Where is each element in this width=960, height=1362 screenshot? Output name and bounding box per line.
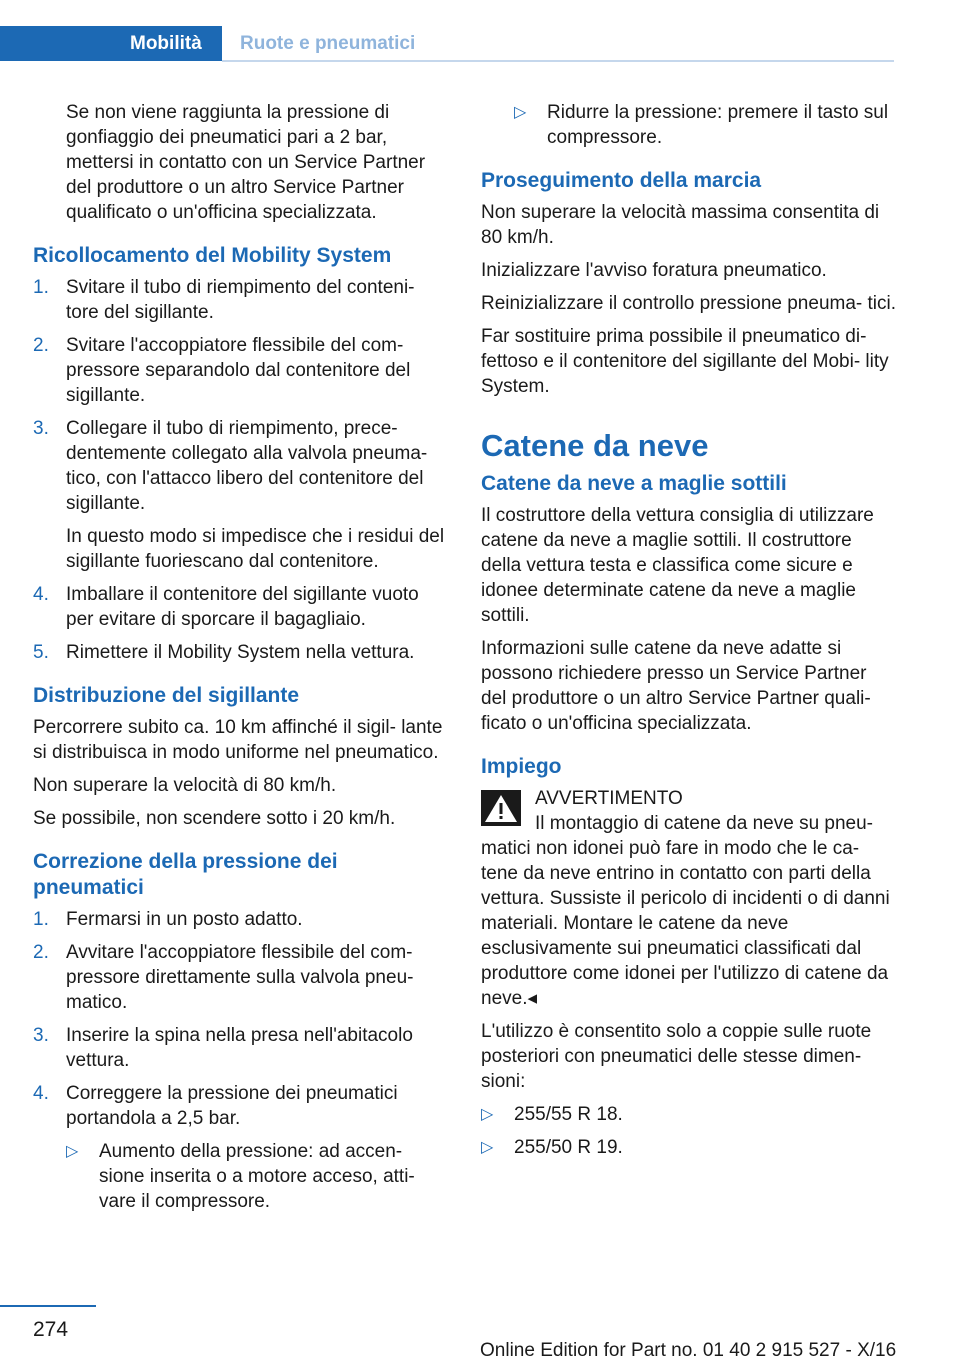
- list-item: [33, 416, 447, 574]
- triangle-bullet-icon: ▷: [66, 1143, 79, 1160]
- warning-triangle-icon: [481, 790, 521, 826]
- heading-ricollocamento: Ricollocamento del Mobility System: [33, 244, 392, 267]
- warning-first-line: Il montaggio di catene da neve su pneu-: [535, 813, 874, 834]
- right-column: [481, 100, 897, 1168]
- footer-divider: [0, 1305, 96, 1307]
- step-text: Svitare il tubo di riempimento del conteni- tore del sigillante.: [66, 277, 415, 323]
- list-item: [33, 940, 447, 1015]
- proseguimento-paragraph: Non superare la velocità massima consentita di 80 km/h.: [481, 202, 880, 248]
- step-text: Inserire la spina nella presa nell'abitacolo vettura.: [66, 1025, 413, 1071]
- intro-paragraph: Se non viene raggiunta la pressione di gonfiaggio dei pneumatici pari a 2 bar, mettersi in contatto con un Service Partner del produttore o un altro Service Partner qualificato o un'officina specializzata.: [66, 102, 426, 223]
- step-note: In questo modo si impedisce che i residui del sigillante fuoriescano dal contenitore.: [66, 526, 445, 572]
- list-item: [481, 1102, 897, 1127]
- heading-correzione: Correzione della pressione dei pneumatici: [33, 850, 338, 899]
- step-number: 5.: [33, 642, 49, 663]
- heading-distribuzione: Distribuzione del sigillante: [33, 684, 300, 707]
- header-tab-mobilita: Mobilità: [0, 26, 222, 61]
- bullet-text: Aumento della pressione: ad accen- sione inserita o a motore acceso, atti- vare il compressore.: [99, 1141, 415, 1212]
- proseguimento-paragraph: Inizializzare l'avviso foratura pneumatico.: [481, 260, 827, 281]
- step-text: Imballare il contenitore del sigillante vuoto per evitare di sporcare il bagagliaio.: [66, 584, 419, 630]
- step-text: Avvitare l'accoppiatore flessibile del com- pressore direttamente sulla valvola pneu- matico.: [66, 942, 414, 1013]
- step-number: 2.: [33, 942, 49, 963]
- ricollocamento-steps: [33, 275, 447, 665]
- list-item: [33, 907, 447, 932]
- proseguimento-paragraph: Reinizializzare il controllo pressione pneuma- tici.: [481, 293, 897, 314]
- step-number: 1.: [33, 277, 49, 298]
- triangle-bullet-icon: ▷: [481, 1139, 494, 1156]
- triangle-bullet-icon: ▷: [481, 1106, 494, 1123]
- bullet-text: Ridurre la pressione: premere il tasto sul compressore.: [547, 102, 889, 148]
- warning-block: [481, 786, 897, 1011]
- page-header: [0, 0, 960, 62]
- impiego-paragraph: L'utilizzo è consentito solo a coppie sulle ruote posteriori con pneumatici delle stesse dimen- sioni:: [481, 1021, 872, 1092]
- correzione-steps: [33, 907, 447, 1214]
- step-number: 4.: [33, 1083, 49, 1104]
- step-text: Fermarsi in un posto adatto.: [66, 909, 303, 930]
- heading-proseguimento: Proseguimento della marcia: [481, 169, 762, 192]
- tyre-size: 255/55 R 18.: [514, 1104, 623, 1125]
- warning-text: matici non idonei può fare in modo che le ca- tene da neve entrino in contatto con parti della vettura. Sussiste il pericolo di incidenti o di danni materiali. Montare le catene da neve esclusivamente sui pneumatici classificati dal produttore come idonei per l'utilizzo di catene da neve.◂: [481, 838, 890, 1009]
- list-item: [481, 100, 897, 150]
- step-number: 3.: [33, 418, 49, 439]
- sub-bullet-list: [481, 100, 897, 150]
- step-number: 3.: [33, 1025, 49, 1046]
- list-item: [481, 1135, 897, 1160]
- page-number: 274: [33, 1318, 69, 1341]
- step-text: Rimettere il Mobility System nella vettura.: [66, 642, 415, 663]
- list-item: [33, 275, 447, 325]
- proseguimento-paragraph: Far sostituire prima possibile il pneumatico di- fettoso e il contenitore del sigillante del Mobi- lity System.: [481, 326, 889, 397]
- warning-title: AVVERTIMENTO: [535, 788, 683, 809]
- heading-catene-da-neve: Catene da neve: [481, 428, 709, 463]
- maglie-paragraph: Il costruttore della vettura consiglia di utilizzare catene da neve a maglie sottili. Il costruttore della vettura testa e classifica come sicure e idonee determinate catene da neve a maglie sottili.: [481, 505, 874, 626]
- step-number: 2.: [33, 335, 49, 356]
- step-text: Correggere la pressione dei pneumatici portandola a 2,5 bar.: [66, 1083, 398, 1129]
- step-text: Collegare il tubo di riempimento, prece- dentemente collegato alla valvola pneuma- tico, con l'attacco libero del contenitore del sigillante.: [66, 418, 428, 514]
- step-number: 4.: [33, 584, 49, 605]
- triangle-bullet-icon: ▷: [514, 104, 527, 121]
- distribuzione-paragraph: Percorrere subito ca. 10 km affinché il sigil- lante si distribuisca in modo uniforme nel pneumatico.: [33, 717, 443, 763]
- list-item: [33, 333, 447, 408]
- step-number: 1.: [33, 909, 49, 930]
- header-divider: [222, 60, 894, 62]
- heading-maglie-sottili: Catene da neve a maglie sottili: [481, 472, 787, 495]
- left-column: [33, 100, 447, 1222]
- list-item: [33, 640, 447, 665]
- header-tab-ruote: Ruote e pneumatici: [240, 33, 416, 54]
- sub-bullet-list: [66, 1139, 447, 1214]
- tyre-size: 255/50 R 19.: [514, 1137, 623, 1158]
- distribuzione-paragraph: Se possibile, non scendere sotto i 20 km/h.: [33, 808, 396, 829]
- heading-impiego: Impiego: [481, 755, 562, 778]
- tyre-list: [481, 1102, 897, 1160]
- maglie-paragraph: Informazioni sulle catene da neve adatte si possono richiedere presso un Service Partner del produttore o un altro Service Partner quali- ficato o un'officina specializzata.: [481, 638, 871, 734]
- list-item: [66, 1139, 447, 1214]
- step-text: Svitare l'accoppiatore flessibile del com- pressore separandolo dal contenitore del sigillante.: [66, 335, 411, 406]
- list-item: [33, 582, 447, 632]
- distribuzione-paragraph: Non superare la velocità di 80 km/h.: [33, 775, 337, 796]
- list-item: [33, 1023, 447, 1073]
- list-item: [33, 1081, 447, 1214]
- edition-text: Online Edition for Part no. 01 40 2 915 527 - X/16: [480, 1340, 897, 1361]
